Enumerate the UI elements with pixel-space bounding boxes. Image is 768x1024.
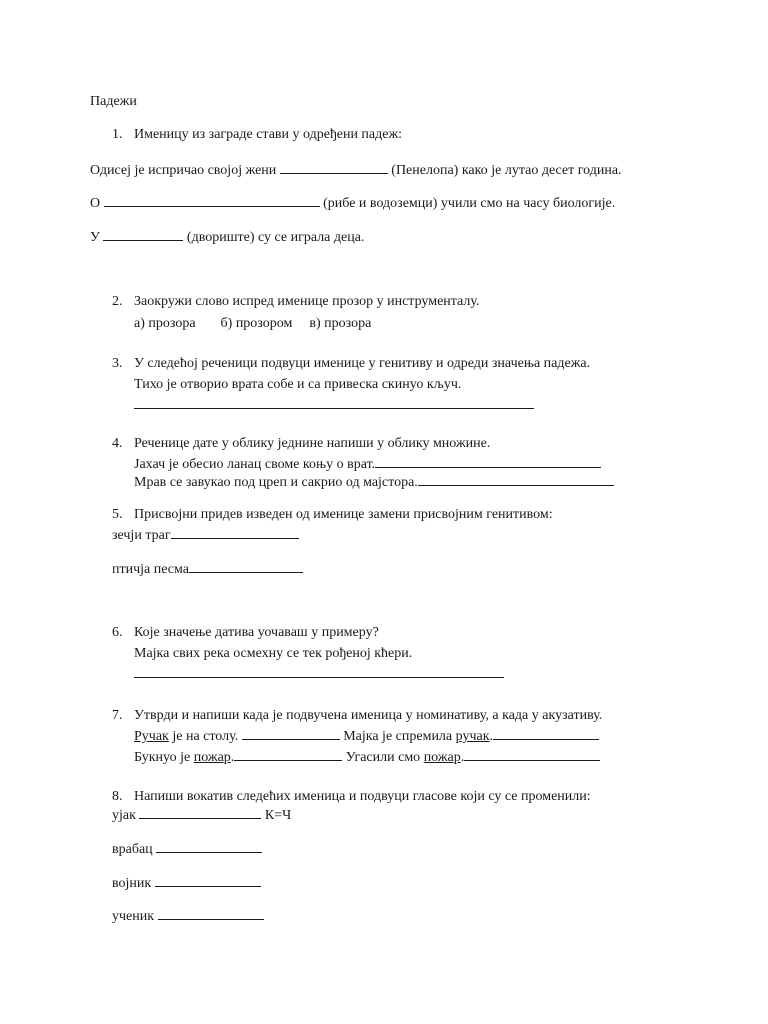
answer-blank[interactable] <box>134 665 504 678</box>
question-number: 3. <box>112 356 123 371</box>
q3-sentence: Тихо је отворио врата собе и са привеска скинуо кључ. <box>134 377 462 392</box>
example-note: К=Ч <box>264 808 292 823</box>
underlined-noun: пожар <box>423 750 461 765</box>
answer-blank[interactable] <box>418 473 614 486</box>
sentence-text: Угасили смо <box>345 750 424 765</box>
answer-blank[interactable] <box>464 748 600 761</box>
q7-line-1 <box>134 727 599 745</box>
option-c[interactable]: в) прозора <box>309 316 372 331</box>
q1-line-1 <box>90 161 622 179</box>
q6-sentence: Мајка свих река осмехну се тек рођеној кћери. <box>134 646 413 661</box>
q8-item-2 <box>112 840 262 858</box>
question-number: 5. <box>112 507 123 522</box>
option-b[interactable]: б) прозором <box>220 316 293 331</box>
underlined-noun: пожар <box>193 750 231 765</box>
item-text: птичја песма <box>112 562 189 577</box>
item-text: врабац <box>112 842 153 857</box>
q4-sentence-1 <box>134 455 601 473</box>
q8-item-4 <box>112 907 264 925</box>
answer-blank[interactable] <box>171 526 299 539</box>
sentence-text: Букнуо је <box>134 750 194 765</box>
sentence-text: Јахач је обесио ланац своме коњу о врат. <box>134 457 376 472</box>
sentence-text: (Пенелопа) како је лутао десет година. <box>391 163 622 178</box>
q1-line-2 <box>90 194 615 212</box>
sentence-text: Мрав се завукао под цреп и сакрио од мајстора. <box>134 475 418 490</box>
page-title: Падежи <box>90 94 137 109</box>
sentence-text: У <box>90 230 100 245</box>
question-text: Које значење датива уочаваш у примеру? <box>134 625 379 640</box>
answer-blank[interactable] <box>155 874 261 887</box>
question-2 <box>112 294 479 310</box>
q1-line-3 <box>90 228 364 246</box>
answer-blank[interactable] <box>103 228 183 241</box>
item-text: војник <box>112 876 152 891</box>
sentence-text: је на столу. <box>168 729 239 744</box>
question-text: Именицу из заграде стави у одређени падеж: <box>134 127 403 142</box>
question-8 <box>112 789 591 805</box>
question-text: Реченице дате у облику једнине напиши у облику множине. <box>134 436 491 451</box>
answer-blank[interactable] <box>156 840 262 853</box>
q5-item-1 <box>112 526 299 544</box>
question-number: 7. <box>112 708 123 723</box>
answer-blank[interactable] <box>234 748 342 761</box>
underlined-noun: ручак <box>455 729 490 744</box>
answer-blank[interactable] <box>242 727 340 740</box>
q3-answer-line[interactable] <box>134 396 534 414</box>
q8-item-3 <box>112 874 261 892</box>
q6-answer-line[interactable] <box>134 665 504 683</box>
answer-blank[interactable] <box>280 161 388 174</box>
question-7 <box>112 708 602 724</box>
q5-item-2 <box>112 560 303 578</box>
sentence-text: Мајка је спремила <box>343 729 456 744</box>
question-text: Утврди и напиши када је подвучена именица у номинативу, а када у акузативу. <box>134 708 603 723</box>
sentence-text: . <box>489 729 494 744</box>
q7-line-2 <box>134 748 600 766</box>
question-4 <box>112 436 490 452</box>
q8-item-1 <box>112 806 291 824</box>
item-text: ујак <box>112 808 136 823</box>
q4-sentence-2 <box>134 473 614 491</box>
sentence-text: . <box>460 750 465 765</box>
sentence-text: О <box>90 196 101 211</box>
question-text: Напиши вокатив следећих именица и подвуци гласове који су се променили: <box>134 789 591 804</box>
sentence-text: (двориште) су се играла деца. <box>186 230 365 245</box>
question-number: 8. <box>112 789 123 804</box>
question-6 <box>112 625 379 641</box>
question-5 <box>112 507 553 523</box>
question-text: Заокружи слово испред именице прозор у инструменталу. <box>134 294 480 309</box>
item-text: зечји траг <box>112 528 171 543</box>
question-3 <box>112 356 590 372</box>
question-1 <box>112 127 402 143</box>
answer-blank[interactable] <box>104 194 320 207</box>
question-number: 6. <box>112 625 123 640</box>
question-number: 2. <box>112 294 123 309</box>
item-text: ученик <box>112 909 155 924</box>
sentence-text: . <box>230 750 235 765</box>
answer-blank[interactable] <box>189 560 303 573</box>
answer-blank[interactable] <box>139 806 261 819</box>
sentence-text: Одисеј је испричао својој жени <box>90 163 277 178</box>
answer-blank[interactable] <box>375 455 601 468</box>
sentence-text: (рибе и водоземци) учили смо на часу биологије. <box>323 196 616 211</box>
answer-blank[interactable] <box>158 907 264 920</box>
option-a[interactable]: а) прозора <box>134 316 196 331</box>
underlined-noun: Ручак <box>134 729 169 744</box>
question-text: Присвојни придев изведен од именице замени присвојним генитивом: <box>134 507 553 522</box>
question-number: 4. <box>112 436 123 451</box>
answer-blank[interactable] <box>134 396 534 409</box>
q2-options <box>134 316 371 332</box>
answer-blank[interactable] <box>493 727 599 740</box>
question-number: 1. <box>112 127 123 142</box>
question-text: У следећој реченици подвуци именице у генитиву и одреди значења падежа. <box>134 356 591 371</box>
